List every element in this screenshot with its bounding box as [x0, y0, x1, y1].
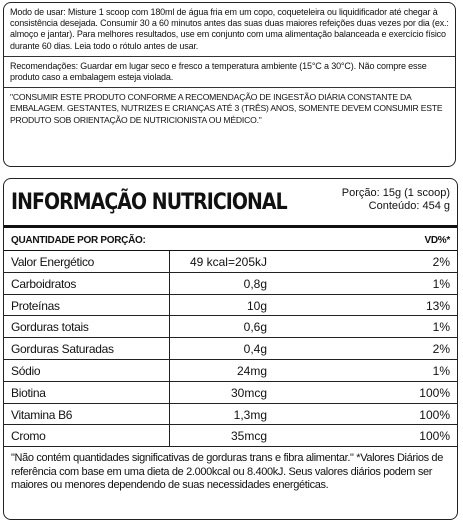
nutrient-vd: 2%	[432, 342, 450, 357]
quantity-label: QUANTIDADE POR PORÇÃO:	[11, 235, 146, 246]
nutrition-rows	[4, 251, 457, 447]
nutrient-name: Sódio	[11, 363, 41, 378]
warning-text: "CONSUMIR ESTE PRODUTO CONFORME A RECOMENDAÇÃO DE INGESTÃO DIÁRIA CONSTANTE DA EMBALAGEM. GESTANTES, NUTRIZES E CRIANÇAS ATÉ 3 (TRÊS) ANOS, SOMENTE DEVEM CONSUMIR ESTE PRODUTO SOB ORIENTAÇÃO DE NUTRICIONISTA OU MÉDICO."	[10, 92, 443, 125]
nutrition-row	[4, 295, 457, 317]
nutrient-amount: 24mg	[236, 363, 267, 378]
nutrition-row	[4, 251, 457, 273]
nutrient-amount: 10g	[246, 298, 267, 313]
divider	[4, 87, 455, 88]
nutrition-title: INFORMAÇÃO NUTRICIONAL	[11, 189, 287, 215]
nutrient-vd: 100%	[419, 385, 450, 400]
nutrient-amount: 49 kcal=205kJ	[189, 255, 267, 269]
nutrient-name: Cromo	[11, 429, 46, 444]
usage-text: Modo de usar: Misture 1 scoop com 180ml de água fria em um copo, coqueteleira ou liquidificador até chegar à consistência desejada. Consumir 30 a 60 minutos antes das suas duas maiores refeições duas vezes por dia (ex.: almoço e jantar). Para melhores resultados, use em conjunto com uma alimentação balanceada e exercício físico durante 60 dias. Leia todo o rótulo antes de usar.	[10, 7, 449, 51]
nutrition-row	[4, 273, 457, 295]
nutrient-amount: 35mcg	[230, 429, 267, 444]
nutrient-name: Gorduras totais	[11, 320, 89, 335]
instructions-panel	[3, 2, 456, 167]
nutrient-vd: 1%	[432, 276, 450, 291]
nutrient-vd: 1%	[432, 320, 450, 335]
divider	[4, 56, 455, 57]
nutrient-amount: 0,4g	[243, 342, 267, 357]
nutrient-name: Proteínas	[11, 298, 60, 313]
footnote: "Não contém quantidades significativas de gorduras trans e fibra alimentar." *Valores Diários de referência com base em uma dieta de 2.000kcal ou 8.400kJ. Seus valores diários podem ser maiores ou menores dependendo de suas necessidades energéticas.	[11, 452, 443, 492]
nutrient-vd: 100%	[419, 429, 450, 444]
nutrient-name: Biotina	[11, 385, 46, 400]
nutrient-name: Vitamina B6	[11, 407, 73, 422]
nutrient-name: Carboidratos	[11, 276, 77, 291]
nutrient-amount: 0,8g	[243, 276, 267, 291]
vd-label: VD%*	[424, 235, 450, 246]
storage-text: Recomendações: Guardar em lugar seco e fresco a temperatura ambiente (15°C a 30°C). Não compre esse produto caso a embalagem esteja violada.	[10, 60, 427, 83]
nutrient-amount: 30mcg	[230, 385, 267, 400]
nutrition-row	[4, 360, 457, 382]
nutrition-row	[4, 382, 457, 404]
nutrition-row	[4, 404, 457, 426]
portion-info	[342, 187, 450, 213]
nutrition-row	[4, 425, 457, 447]
nutrition-header	[4, 179, 457, 228]
nutrition-panel	[3, 178, 458, 520]
nutrition-row	[4, 338, 457, 360]
nutrient-amount: 1,3mg	[233, 407, 267, 422]
nutrient-amount: 0,6g	[243, 320, 267, 335]
nutrition-row	[4, 316, 457, 338]
portion-size: Porção: 15g (1 scoop)	[341, 187, 450, 199]
nutrient-vd: 2%	[432, 255, 450, 269]
nutrient-vd: 13%	[425, 298, 450, 313]
nutrient-vd: 100%	[419, 407, 450, 422]
nutrient-vd: 1%	[432, 363, 450, 378]
nutrient-name: Valor Energético	[11, 255, 95, 269]
quantity-header-row	[4, 228, 457, 251]
nutrient-name: Gorduras Saturadas	[11, 342, 114, 357]
net-content: Conteúdo: 454 g	[368, 200, 450, 212]
